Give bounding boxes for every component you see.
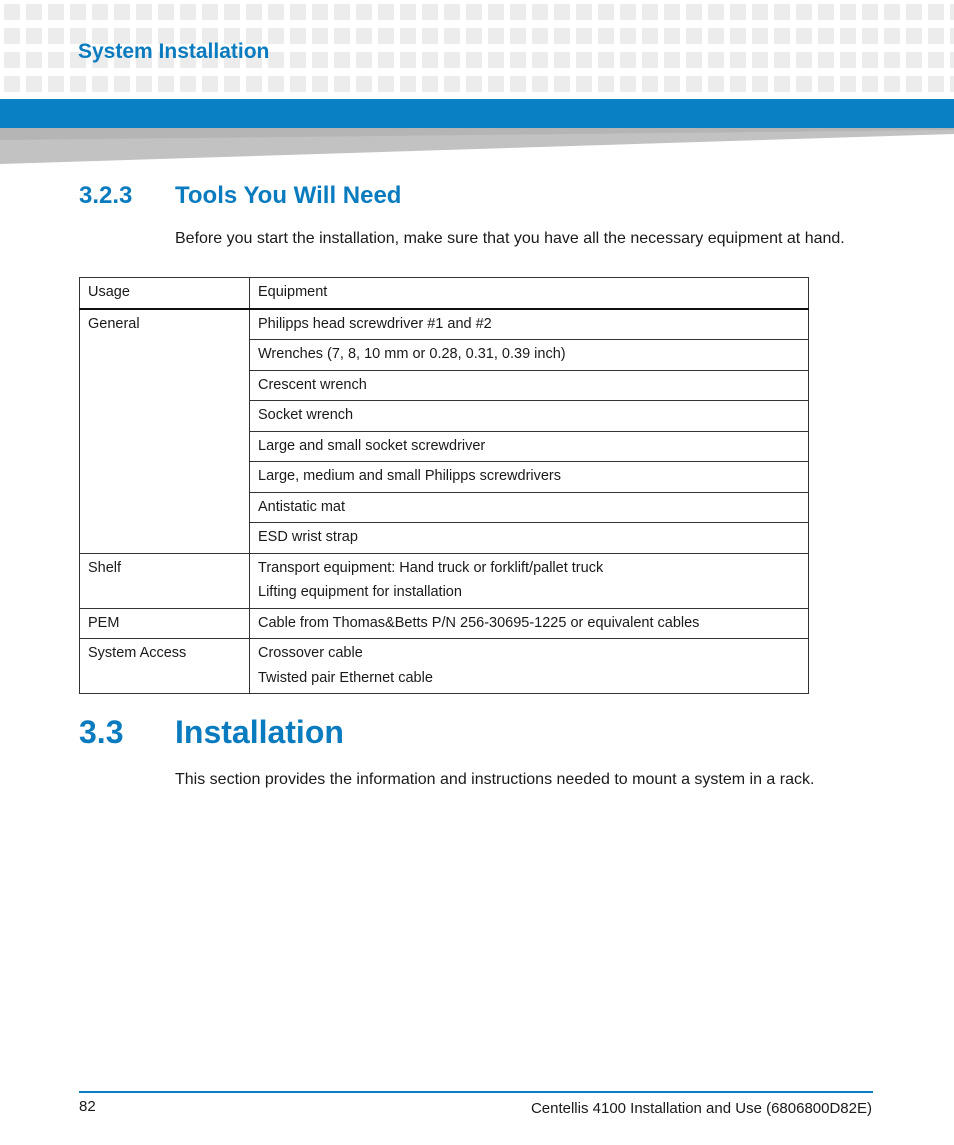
- pattern-dot: [862, 28, 878, 44]
- pattern-dot: [576, 76, 592, 92]
- pattern-dot: [554, 76, 570, 92]
- pattern-dot: [334, 76, 350, 92]
- pattern-dot: [554, 4, 570, 20]
- equipment-cell: Cable from Thomas&Betts P/N 256-30695-1225 or equivalent cables: [250, 608, 809, 639]
- pattern-dot: [400, 28, 416, 44]
- pattern-dot: [312, 28, 328, 44]
- pattern-dot: [730, 4, 746, 20]
- equipment-cell: Crescent wrench: [250, 370, 809, 401]
- pattern-dot: [950, 4, 954, 20]
- pattern-dot: [906, 4, 922, 20]
- pattern-dot: [180, 76, 196, 92]
- pattern-dot: [246, 76, 262, 92]
- pattern-dot: [488, 76, 504, 92]
- pattern-dot: [92, 4, 108, 20]
- pattern-dot: [950, 76, 954, 92]
- equipment-line: Lifting equipment for installation: [258, 584, 462, 600]
- equipment-cell: Socket wrench: [250, 401, 809, 432]
- pattern-dot: [444, 4, 460, 20]
- pattern-dot: [774, 4, 790, 20]
- pattern-dot: [246, 4, 262, 20]
- table-row: [80, 639, 809, 694]
- section-number: 3.2.3: [79, 182, 133, 209]
- pattern-dot: [158, 76, 174, 92]
- pattern-dot: [532, 28, 548, 44]
- pattern-dot: [752, 4, 768, 20]
- pattern-dot: [730, 28, 746, 44]
- pattern-dot: [818, 52, 834, 68]
- pattern-dot: [928, 76, 944, 92]
- pattern-dot: [620, 76, 636, 92]
- usage-cell: General: [80, 309, 250, 554]
- pattern-dot: [466, 76, 482, 92]
- pattern-dot: [928, 4, 944, 20]
- pattern-dot: [598, 28, 614, 44]
- pattern-dot: [862, 4, 878, 20]
- pattern-dot: [752, 52, 768, 68]
- pattern-dot: [752, 76, 768, 92]
- pattern-dot: [26, 76, 42, 92]
- pattern-dot: [48, 76, 64, 92]
- page-number: 82: [79, 1098, 96, 1115]
- tools-intro-paragraph: Before you start the installation, make sure that you have all the necessary equipment at hand.: [175, 230, 845, 247]
- pattern-dot: [708, 4, 724, 20]
- pattern-dot: [268, 28, 284, 44]
- pattern-dot: [4, 52, 20, 68]
- pattern-dot: [730, 52, 746, 68]
- installation-intro-paragraph: This section provides the information and instructions needed to mount a system in a rack.: [175, 771, 815, 788]
- pattern-dot: [356, 52, 372, 68]
- pattern-dot: [708, 76, 724, 92]
- pattern-dot: [466, 28, 482, 44]
- pattern-dot: [268, 4, 284, 20]
- pattern-dot: [422, 52, 438, 68]
- pattern-dot: [4, 28, 20, 44]
- pattern-dot: [400, 52, 416, 68]
- section-title: Tools You Will Need: [175, 182, 402, 209]
- footer-rule: [79, 1091, 873, 1093]
- pattern-dot: [796, 76, 812, 92]
- pattern-dot: [554, 52, 570, 68]
- equipment-cell: Large and small socket screwdriver: [250, 431, 809, 462]
- pattern-dot: [378, 76, 394, 92]
- pattern-dot: [4, 76, 20, 92]
- pattern-dot: [642, 4, 658, 20]
- pattern-dot: [884, 76, 900, 92]
- pattern-dot: [906, 28, 922, 44]
- pattern-dot: [906, 76, 922, 92]
- section-heading-3-3: [79, 714, 344, 751]
- column-header-usage: Usage: [80, 278, 250, 309]
- equipment-cell: Antistatic mat: [250, 492, 809, 523]
- pattern-dot: [378, 28, 394, 44]
- pattern-dot: [950, 52, 954, 68]
- pattern-dot: [752, 28, 768, 44]
- pattern-dot: [818, 4, 834, 20]
- pattern-dot: [400, 4, 416, 20]
- pattern-dot: [202, 4, 218, 20]
- section-title: Installation: [175, 714, 344, 750]
- pattern-dot: [312, 76, 328, 92]
- pattern-dot: [136, 4, 152, 20]
- running-header-title: System Installation: [78, 40, 270, 63]
- equipment-line: Crossover cable: [258, 645, 363, 661]
- pattern-dot: [378, 4, 394, 20]
- pattern-dot: [686, 28, 702, 44]
- section-number: 3.3: [79, 714, 124, 750]
- pattern-dot: [598, 4, 614, 20]
- pattern-dot: [840, 52, 856, 68]
- pattern-dot: [444, 52, 460, 68]
- pattern-dot: [334, 52, 350, 68]
- pattern-dot: [356, 76, 372, 92]
- pattern-dot: [158, 4, 174, 20]
- pattern-dot: [312, 52, 328, 68]
- pattern-dot: [642, 52, 658, 68]
- pattern-dot: [708, 52, 724, 68]
- pattern-dot: [400, 76, 416, 92]
- pattern-dot: [290, 52, 306, 68]
- pattern-dot: [642, 76, 658, 92]
- header-gray-swoosh: [0, 128, 954, 164]
- pattern-dot: [422, 28, 438, 44]
- pattern-dot: [488, 52, 504, 68]
- pattern-dot: [466, 52, 482, 68]
- pattern-dot: [510, 52, 526, 68]
- equipment-line: Transport equipment: Hand truck or forklift/pallet truck: [258, 559, 604, 576]
- pattern-dot: [708, 28, 724, 44]
- pattern-dot: [928, 28, 944, 44]
- pattern-dot: [290, 28, 306, 44]
- pattern-dot: [774, 52, 790, 68]
- section-heading-3-2-3: [79, 182, 401, 210]
- pattern-dot: [334, 28, 350, 44]
- pattern-dot: [466, 4, 482, 20]
- pattern-dot: [422, 4, 438, 20]
- pattern-dot: [532, 52, 548, 68]
- equipment-cell: Philipps head screwdriver #1 and #2: [250, 309, 809, 340]
- column-header-equipment: Equipment: [250, 278, 809, 309]
- pattern-dot: [224, 4, 240, 20]
- pattern-dot: [4, 4, 20, 20]
- pattern-dot: [532, 4, 548, 20]
- pattern-dot: [444, 28, 460, 44]
- pattern-dot: [202, 76, 218, 92]
- pattern-dot: [664, 76, 680, 92]
- pattern-dot: [664, 52, 680, 68]
- pattern-dot: [114, 4, 130, 20]
- usage-cell: System Access: [80, 639, 250, 694]
- pattern-dot: [796, 4, 812, 20]
- pattern-dot: [70, 76, 86, 92]
- pattern-dot: [862, 76, 878, 92]
- pattern-dot: [510, 76, 526, 92]
- pattern-dot: [686, 4, 702, 20]
- document-title: Centellis 4100 Installation and Use (6806800D82E): [530, 1100, 872, 1117]
- pattern-dot: [26, 4, 42, 20]
- pattern-dot: [598, 76, 614, 92]
- pattern-dot: [268, 52, 284, 68]
- pattern-dot: [444, 76, 460, 92]
- pattern-dot: [510, 28, 526, 44]
- pattern-dot: [950, 28, 954, 44]
- pattern-dot: [796, 28, 812, 44]
- equipment-table: [79, 277, 809, 694]
- pattern-dot: [796, 52, 812, 68]
- pattern-dot: [884, 52, 900, 68]
- pattern-dot: [686, 52, 702, 68]
- pattern-dot: [884, 28, 900, 44]
- pattern-dot: [92, 76, 108, 92]
- table-row: [80, 553, 809, 608]
- pattern-dot: [312, 4, 328, 20]
- equipment-cell: ESD wrist strap: [250, 523, 809, 554]
- equipment-line: Twisted pair Ethernet cable: [258, 669, 433, 686]
- pattern-dot: [730, 76, 746, 92]
- pattern-dot: [48, 52, 64, 68]
- equipment-cell: [250, 639, 809, 694]
- pattern-dot: [620, 4, 636, 20]
- pattern-dot: [48, 4, 64, 20]
- equipment-cell: Large, medium and small Philipps screwdrivers: [250, 462, 809, 493]
- pattern-dot: [840, 76, 856, 92]
- pattern-dot: [114, 76, 130, 92]
- pattern-dot: [70, 4, 86, 20]
- pattern-dot: [26, 52, 42, 68]
- pattern-dot: [906, 52, 922, 68]
- pattern-dot: [686, 76, 702, 92]
- pattern-dot: [136, 76, 152, 92]
- pattern-dot: [510, 4, 526, 20]
- pattern-dot: [48, 28, 64, 44]
- pattern-dot: [598, 52, 614, 68]
- pattern-dot: [26, 28, 42, 44]
- pattern-dot: [862, 52, 878, 68]
- pattern-dot: [488, 4, 504, 20]
- equipment-cell: [250, 553, 809, 608]
- header-blue-bar: [0, 99, 954, 128]
- pattern-dot: [576, 4, 592, 20]
- pattern-dot: [620, 52, 636, 68]
- pattern-dot: [664, 28, 680, 44]
- pattern-dot: [576, 52, 592, 68]
- pattern-dot: [818, 28, 834, 44]
- pattern-dot: [356, 4, 372, 20]
- pattern-dot: [532, 76, 548, 92]
- pattern-dot: [290, 4, 306, 20]
- pattern-dot: [334, 4, 350, 20]
- pattern-dot: [774, 28, 790, 44]
- pattern-dot: [180, 4, 196, 20]
- pattern-dot: [554, 28, 570, 44]
- pattern-dot: [224, 76, 240, 92]
- pattern-dot: [488, 28, 504, 44]
- table-row: [80, 309, 809, 340]
- table-row: [80, 608, 809, 639]
- pattern-dot: [928, 52, 944, 68]
- pattern-dot: [268, 76, 284, 92]
- pattern-dot: [840, 28, 856, 44]
- pattern-dot: [576, 28, 592, 44]
- pattern-dot: [642, 28, 658, 44]
- pattern-dot: [774, 76, 790, 92]
- pattern-dot: [664, 4, 680, 20]
- pattern-dot: [818, 76, 834, 92]
- pattern-dot: [620, 28, 636, 44]
- pattern-dot: [378, 52, 394, 68]
- pattern-dot: [356, 28, 372, 44]
- usage-cell: Shelf: [80, 553, 250, 608]
- pattern-dot: [884, 4, 900, 20]
- equipment-cell: Wrenches (7, 8, 10 mm or 0.28, 0.31, 0.39 inch): [250, 340, 809, 371]
- pattern-dot: [422, 76, 438, 92]
- pattern-dot: [840, 4, 856, 20]
- usage-cell: PEM: [80, 608, 250, 639]
- pattern-dot: [290, 76, 306, 92]
